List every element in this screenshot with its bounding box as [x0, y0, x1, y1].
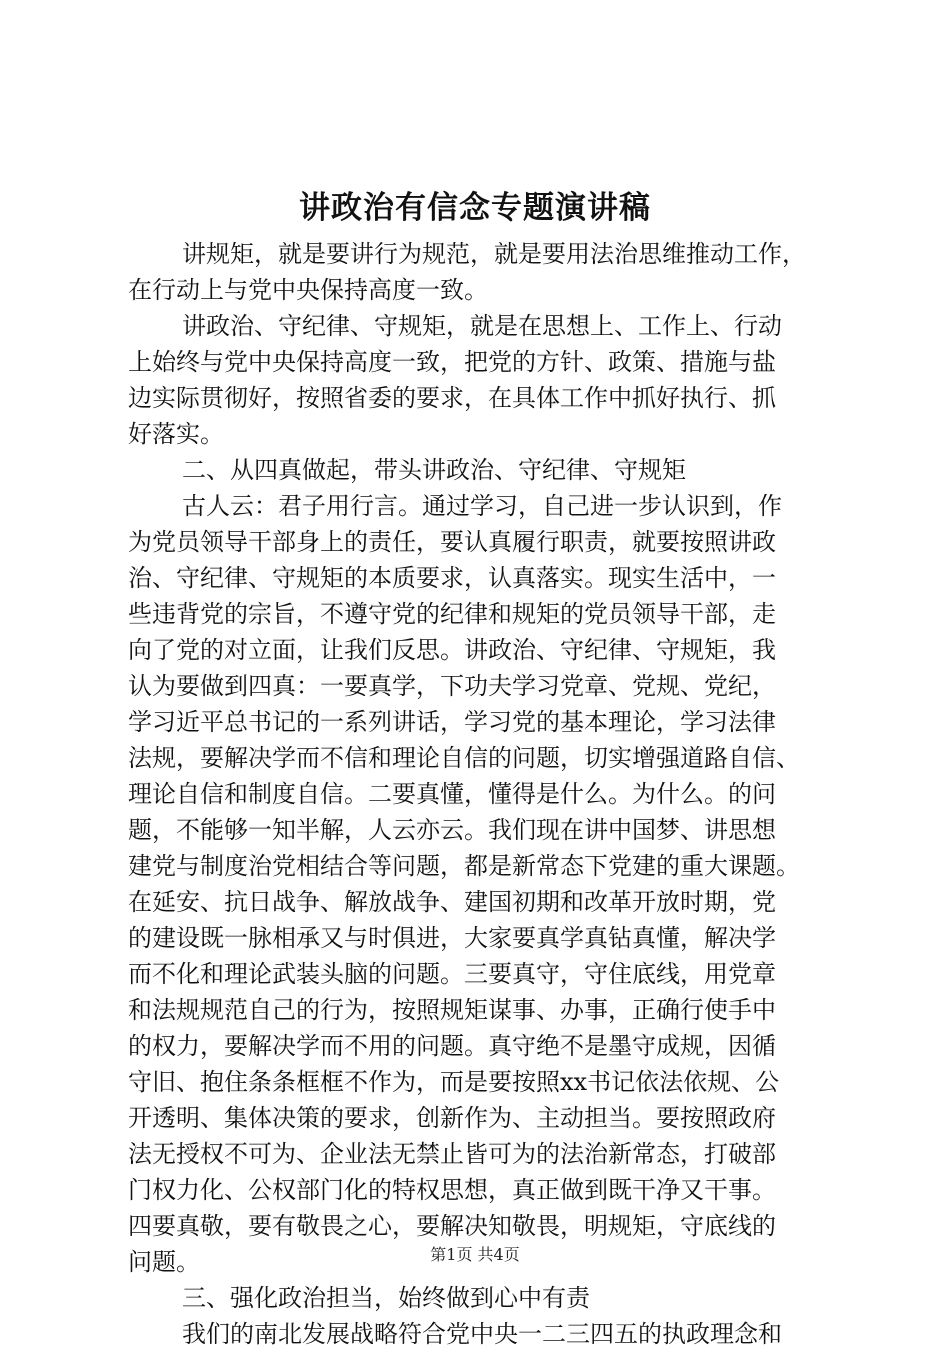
- page-footer: 第1页 共4页: [430, 1245, 520, 1264]
- paragraph-line: 边实际贯彻好，按照省委的要求，在具体工作中抓好执行、抓: [128, 384, 776, 412]
- paragraph-line: 治、守纪律、守规矩的本质要求，认真落实。现实生活中，一: [128, 564, 776, 592]
- paragraph-line: 的建设既一脉相承又与时俱进，大家要真学真钻真懂，解决学: [128, 924, 776, 952]
- paragraph-line: 上始终与党中央保持高度一致，把党的方针、政策、措施与盐: [128, 348, 776, 376]
- paragraph-line: 在延安、抗日战争、解放战争、建国初期和改革开放时期，党: [128, 888, 776, 916]
- paragraph-line: 的权力，要解决学而不用的问题。真守绝不是墨守成规，因循: [128, 1032, 776, 1060]
- paragraph-line: 建党与制度治党相结合等问题，都是新常态下党建的重大课题。: [128, 852, 800, 880]
- paragraph-line: 守旧、抱住条条框框不作为，而是要按照xx书记依法依规、公: [128, 1068, 780, 1096]
- paragraph-line: 和法规规范自己的行为，按照规矩谋事、办事，正确行使手中: [128, 996, 776, 1024]
- paragraph-line: 些违背党的宗旨，不遵守党的纪律和规矩的党员领导干部，走: [128, 600, 776, 628]
- paragraph-line: 为党员领导干部身上的责任，要认真履行职责，就要按照讲政: [128, 528, 776, 556]
- section-heading: 二、从四真做起，带头讲政治、守纪律、守规矩: [182, 456, 686, 484]
- paragraph-line: 学习近平总书记的一系列讲话，学习党的基本理论，学习法律: [128, 708, 776, 736]
- paragraph-line: 问题。: [128, 1248, 200, 1276]
- paragraph-line: 题，不能够一知半解，人云亦云。我们现在讲中国梦、讲思想: [128, 816, 776, 844]
- paragraph-line: 在行动上与党中央保持高度一致。: [128, 276, 488, 304]
- paragraph-line: 讲规矩，就是要讲行为规范，就是要用法治思维推动工作，: [182, 240, 806, 268]
- paragraph-line: 我们的南北发展战略符合党中央一二三四五的执政理念和: [182, 1320, 782, 1348]
- paragraph-line: 好落实。: [128, 420, 224, 448]
- paragraph-line: 开透明、集体决策的要求，创新作为、主动担当。要按照政府: [128, 1104, 776, 1132]
- paragraph-line: 向了党的对立面，让我们反思。讲政治、守纪律、守规矩，我: [128, 636, 776, 664]
- paragraph-line: 理论自信和制度自信。二要真懂，懂得是什么。为什么。的问: [128, 780, 776, 808]
- paragraph-line: 古人云：君子用行言。通过学习，自己进一步认识到，作: [182, 492, 782, 520]
- section-heading: 三、强化政治担当，始终做到心中有责: [182, 1284, 590, 1312]
- document-title: 讲政治有信念专题演讲稿: [299, 190, 651, 226]
- paragraph-line: 讲政治、守纪律、守规矩，就是在思想上、工作上、行动: [182, 312, 782, 340]
- paragraph-line: 而不化和理论武装头脑的问题。三要真守，守住底线，用党章: [128, 960, 776, 988]
- paragraph-line: 法规，要解决学而不信和理论自信的问题，切实增强道路自信、: [128, 744, 800, 772]
- paragraph-line: 四要真敬，要有敬畏之心，要解决知敬畏，明规矩，守底线的: [128, 1212, 776, 1240]
- paragraph-line: 门权力化、公权部门化的特权思想，真正做到既干净又干事。: [128, 1176, 776, 1204]
- paragraph-line: 法无授权不可为、企业法无禁止皆可为的法治新常态，打破部: [128, 1140, 776, 1168]
- document-body: [128, 236, 828, 1352]
- paragraph-line: 认为要做到四真：一要真学，下功夫学习党章、党规、党纪，: [128, 672, 776, 700]
